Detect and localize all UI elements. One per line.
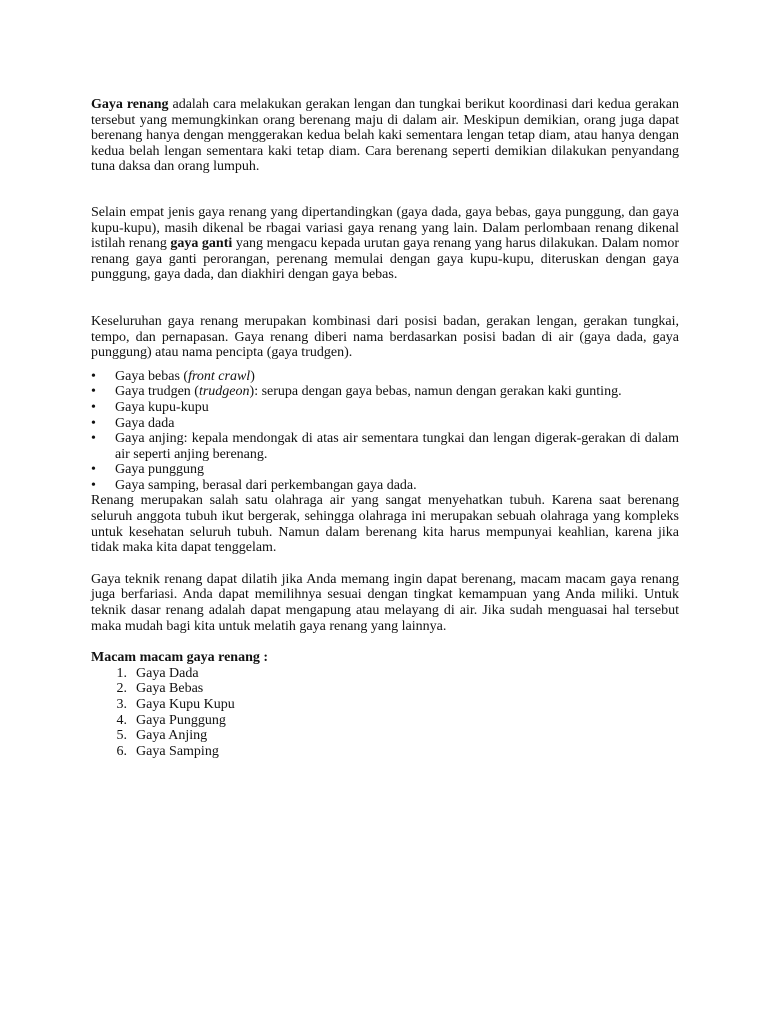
list-item <box>91 728 679 744</box>
list-label: Gaya Samping <box>136 743 219 759</box>
document-body <box>91 97 679 759</box>
paragraph-intro <box>91 97 679 175</box>
bullet-item: • Gaya samping, berasal dari perkembangan gaya dada. <box>91 478 679 494</box>
bullet-item: • Gaya bebas (front crawl) <box>91 369 679 385</box>
term-gaya-renang: Gaya renang <box>91 97 169 112</box>
gaya-ganti-after: yang mengacu kepada urutan gaya renang yang harus dilakukan. Dalam nomor renang gaya ganti perorangan, perenang memulai dengan gaya kupu-kupu, diteruskan dengan gaya punggung, gaya dada, dan diakhiri dengan gaya bebas. <box>91 236 679 283</box>
list-number: 5. <box>116 728 127 744</box>
paragraph-teknik: Gaya teknik renang dapat dilatih jika Anda memang ingin dapat berenang, macam macam gaya renang juga berfariasi. Anda dapat memilihnya sesuai dengan tingkat kemampuan yang Anda miliki. Untuk teknik dasar renang adalah dapat mengapung atau melayang di air. Jika sudah menguasai hal tersebut maka mudah bagi kita untuk melatih gaya renang yang lainnya. <box>91 571 679 634</box>
list-number: 1. <box>116 665 127 681</box>
list-item <box>91 697 679 713</box>
list-item <box>91 744 679 760</box>
list-label: Gaya Bebas <box>136 681 204 697</box>
bullet-item: • Gaya anjing: kepala mendongak di atas air sementara tungkai dan lengan digerak-gerakan di dalam air seperti anjing berenang. <box>91 431 679 462</box>
list-label: Gaya Dada <box>136 665 199 681</box>
term-gaya-ganti: gaya ganti <box>170 236 233 252</box>
paragraph-kombinasi: Keseluruhan gaya renang merupakan kombinasi dari posisi badan, gerakan lengan, gerakan tungkai, tempo, dan pernapasan. Gaya renang diberi nama berdasarkan posisi badan di air (gaya dada, gaya punggung) atau nama pencipta (gaya trudgen). <box>91 313 679 361</box>
gaya-ganti-before: Selain empat jenis gaya renang yang dipertandingkan (gaya dada, gaya bebas, gaya punggung, dan gaya kupu-kupu), masih dikenal be rbagai variasi gaya renang yang lain. Dalam perlombaan renang dikenal istilah renang <box>91 204 679 252</box>
list-label: Gaya Anjing <box>136 728 208 744</box>
bullet-item: • Gaya punggung <box>91 462 679 478</box>
numbered-list-styles <box>91 666 679 760</box>
list-item <box>91 713 679 729</box>
list-number: 3. <box>116 697 127 712</box>
bullet-item: • Gaya trudgen (trudgeon): serupa dengan gaya bebas, namun dengan gerakan kaki gunting. <box>91 384 679 400</box>
paragraph-renang-sehat: Renang merupakan salah satu olahraga air yang sangat menyehatkan tubuh. Karena saat berenang seluruh anggota tubuh ikut bergerak, sehingga olahraga ini merupakan sebuah olahraga yang kompleks untuk kesehatan seluruh tubuh. Namun dalam berenang kita harus mempunyai keahlian, karena jika tidak maka kita dapat tenggelam. <box>91 493 679 556</box>
list-item <box>91 681 679 697</box>
list-heading: Macam macam gaya renang : <box>91 650 269 666</box>
list-number: 2. <box>116 681 127 697</box>
list-label: Gaya Punggung <box>136 712 226 728</box>
bullet-item: • Gaya kupu-kupu <box>91 400 679 416</box>
list-item <box>91 666 679 682</box>
intro-text: adalah cara melakukan gerakan lengan dan tungkai berikut koordinasi dari kedua gerakan tersebut yang memungkinkan orang berenang maju di dalam air. Meskipun demikian, orang juga dapat berenang hanya dengan menggerakan kedua belah kaki sementara lengan tetap diam, atau hanya dengan kedua belah lengan sementara kaki tetap diam. Cara berenang seperti demikian dilakukan penyandang tuna daksa dan orang lumpuh. <box>91 97 679 175</box>
paragraph-gaya-ganti <box>91 205 679 283</box>
bullet-list-styles <box>91 369 679 494</box>
list-number: 4. <box>116 712 127 728</box>
bullet-item: • Gaya dada <box>91 416 679 432</box>
list-label: Gaya Kupu Kupu <box>136 697 235 712</box>
list-number: 6. <box>116 743 127 759</box>
